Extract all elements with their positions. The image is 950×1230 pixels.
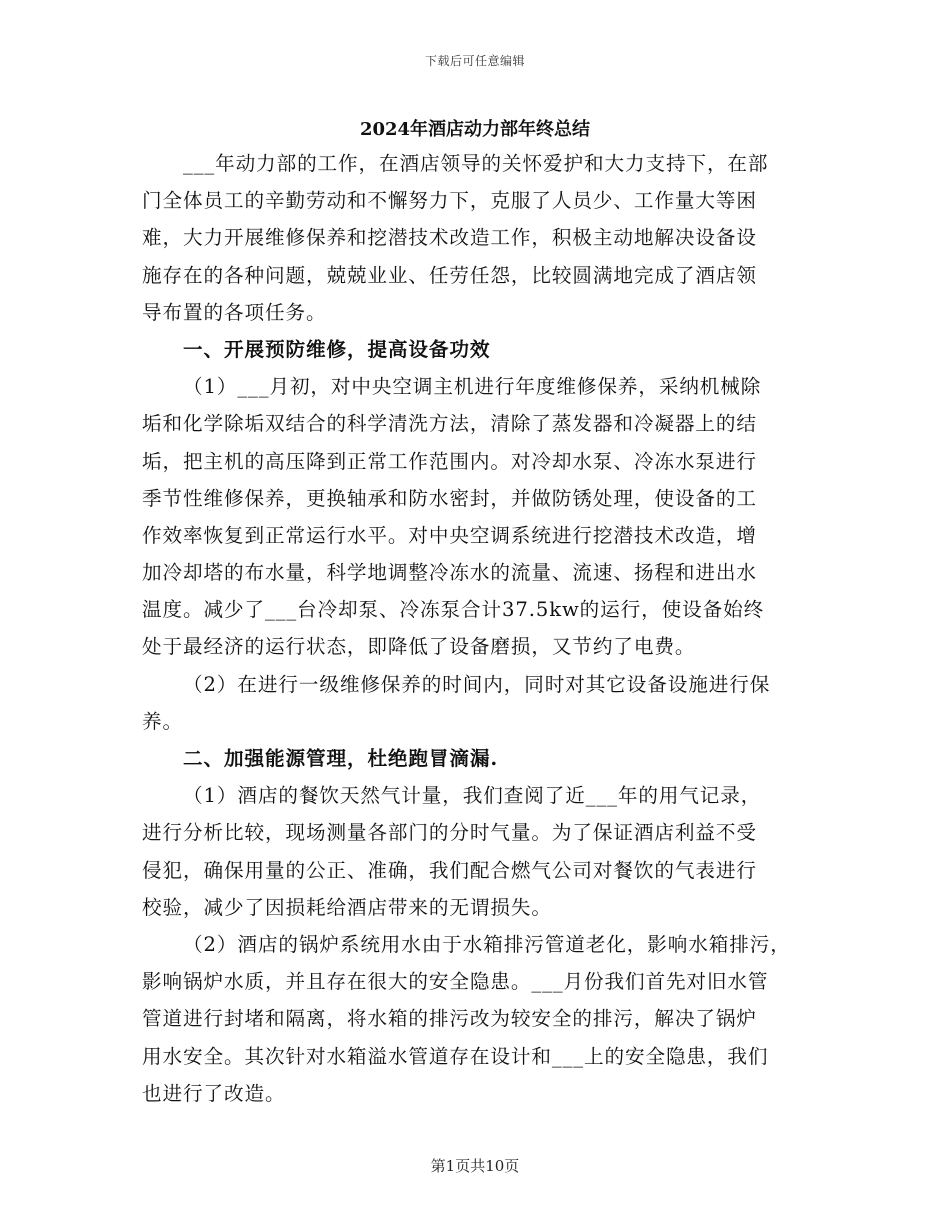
text-line: 管道进行封堵和隔离，将水箱的排污改为较安全的排污，解决了锅炉	[142, 1007, 757, 1031]
text-line: （1）酒店的餐饮天然气计量，我们查阅了近___年的用气记录，	[183, 784, 762, 808]
header-note: 下载后可任意编辑	[424, 54, 525, 68]
section-heading: 二、加强能源管理，杜绝跑冒滴漏.	[183, 747, 499, 770]
text-line: 影响锅炉水质，并且存在很大的安全隐患。___月份我们首先对旧水管	[142, 970, 769, 994]
document-title: 2024年酒店动力部年终总结	[359, 119, 591, 140]
section-heading: 一、开展预防维修，提高设备功效	[183, 337, 491, 361]
text-line: 用水安全。其次针对水箱溢水管道存在设计和___上的安全隐患，我们	[142, 1044, 769, 1068]
text-line: 养。	[142, 709, 183, 733]
text-line: 垢，把主机的高压降到正常工作范围内。对冷却水泵、冷冻水泵进行	[142, 449, 757, 473]
text-line: 施存在的各种问题，兢兢业业、任劳任怨，比较圆满地完成了酒店领	[142, 263, 757, 287]
text-line: 也进行了改造。	[142, 1081, 286, 1105]
text-line: 垢和化学除垢双结合的科学清洗方法，清除了蒸发器和冷凝器上的结	[142, 412, 757, 436]
text-line: 导布置的各项任务。	[142, 300, 327, 324]
text-line: 加冷却塔的布水量，科学地调整冷冻水的流量、流速、扬程和进出水	[142, 561, 757, 585]
text-line: 侵犯，确保用量的公正、准确，我们配合燃气公司对餐饮的气表进行	[142, 858, 757, 882]
document-body	[142, 145, 810, 1112]
text-line: 作效率恢复到正常运行水平。对中央空调系统进行挖潜技术改造，增	[142, 523, 757, 547]
text-line: 进行分析比较，现场测量各部门的分时气量。为了保证酒店利益不受	[142, 821, 757, 845]
text-line: 门全体员工的辛勤劳动和不懈努力下，克服了人员少、工作量大等困	[142, 189, 757, 213]
text-line: 处于最经济的运行状态，即降低了设备磨损，又节约了电费。	[142, 635, 696, 659]
text-line: （2）在进行一级维修保养的时间内，同时对其它设备设施进行保	[183, 672, 771, 696]
text-line: 校验，减少了因损耗给酒店带来的无谓损失。	[142, 895, 552, 919]
text-line: ___年动力部的工作，在酒店领导的关怀爱护和大力支持下，在部	[183, 152, 769, 175]
text-line: 温度。减少了___台冷却泵、冷冻泵合计37.5kw的运行，使设备始终	[142, 598, 765, 622]
text-line: （1）___月初，对中央空调主机进行年度维修保养，采纳机械除	[183, 375, 762, 399]
text-line: （2）酒店的锅炉系统用水由于水箱排污管道老化，影响水箱排污，	[183, 932, 791, 956]
page-footer: 第1页共10页	[430, 1157, 520, 1175]
text-line: 难，大力开展维修保养和挖潜技术改造工作，积极主动地解决设备设	[142, 226, 757, 250]
text-line: 季节性维修保养，更换轴承和防水密封，并做防锈处理，使设备的工	[142, 486, 757, 510]
